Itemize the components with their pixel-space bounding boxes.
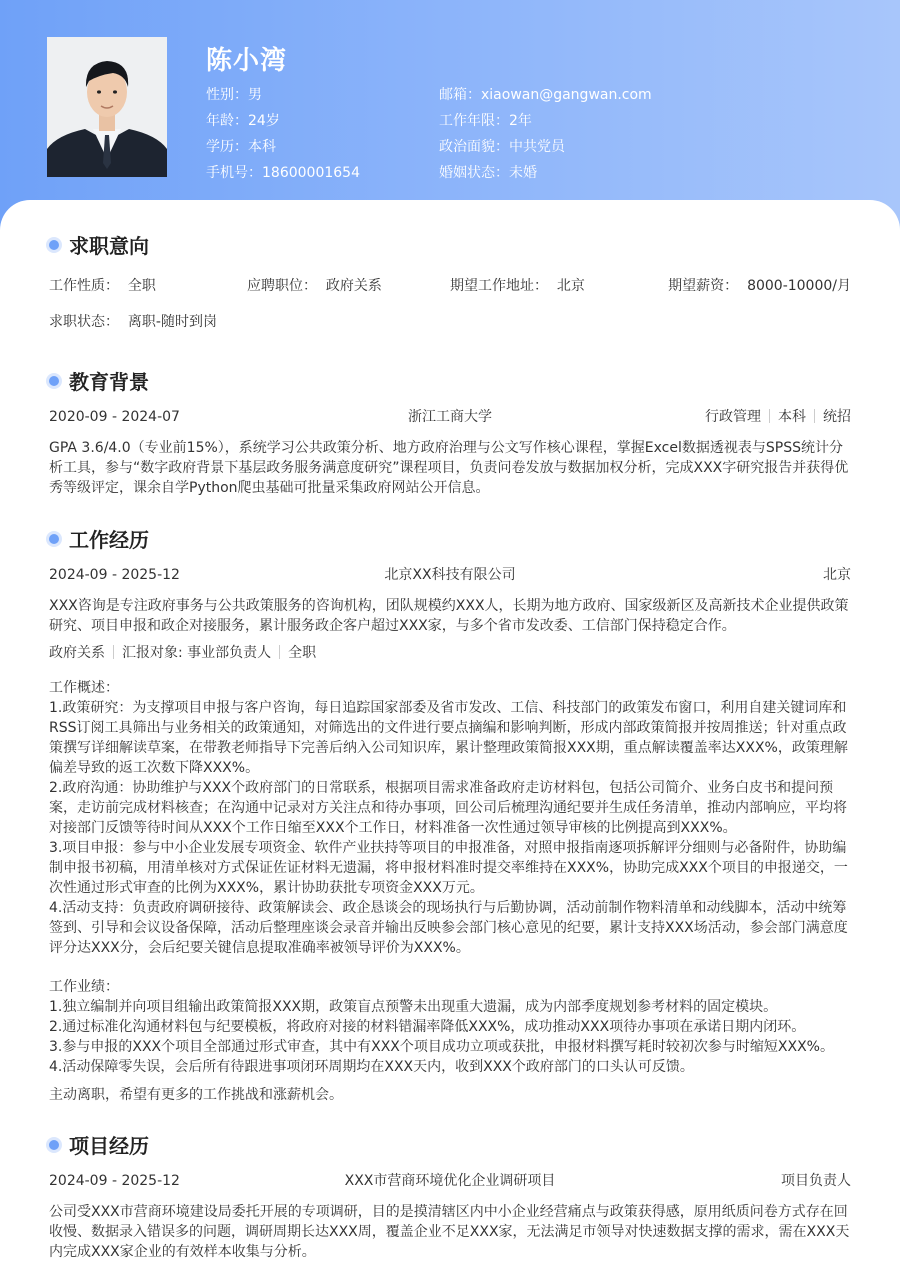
work-years-field: 工作年限：2年 xyxy=(439,113,532,129)
work-duty-item: 2.政府沟通：协助维护与XXX个政府部门的日常联系，根据项目需求准备政府走访材料包，包括公司简介、业务白皮书和提问预案，走访前完成材料核查；在沟通中记录对方关注点和待办事项，回公司后梳理沟通纪要并生成任务清单，推动内部响应，平均将对接部门反馈等待时间从XXX个工作日缩至XXX个工作日，材料准备一次性通过领导审核的比例提高到XXX%。 xyxy=(49,780,847,836)
intent-status: 求职状态： 离职-随时到岗 xyxy=(49,314,217,330)
work-result-label: 工作业绩： xyxy=(49,979,119,995)
work-period: 2024-09 - 2025-12 xyxy=(49,567,180,583)
section-title-work: 工作经历 xyxy=(47,524,149,553)
intent-salary: 期望薪资： 8000-10000/月 xyxy=(668,278,851,294)
intent-location: 期望工作地址： 北京 xyxy=(450,278,585,294)
education-description: GPA 3.6/4.0（专业前15%），系统学习公共政策分析、地方政府治理与公文写作核心课程，掌握Excel数据透视表与SPSS统计分析工具，参与“数字政府背景下基层政务服务满意度研究”课程项目，负责问卷发放与数据加权分析，完成XXX字研究报告并获得优秀等级评定，课余自学Python爬虫基础可批量采集政府网站公开信息。 xyxy=(49,440,849,496)
education-school: 浙江工商大学 xyxy=(408,409,492,425)
section-title-intent: 求职意向 xyxy=(47,230,149,259)
bullet-dot-icon xyxy=(49,534,59,544)
project-description: 公司受XXX市营商环境建设局委托开展的专项调研，目的是摸清辖区内中小企业经营痛点与政策获得感，原用纸质问卷方式存在回收慢、数据录入错误多的问题，调研周期长达XXX周，覆盖企业不足XXX家，无法满足市领导对快速数据支撑的需求，需在XXX天内完成XXX家企业的有效样本收集与分析。 xyxy=(49,1204,850,1260)
work-company: 北京XX科技有限公司 xyxy=(384,567,516,583)
work-duty-item: 3.项目申报：参与中小企业发展专项资金、软件产业扶持等项目的申报准备，对照申报指南逐项拆解评分细则与必备附件，协助编制申报书初稿，用清单核对方式保证佐证材料无遗漏，将申报材料准时提交率维持在XXX%，协助完成XXX个项目的申报递交，一次性通过形式审查的比例为XXX%，累计协助获批专项资金XXX万元。 xyxy=(49,840,848,896)
phone-field: 手机号：18600001654 xyxy=(206,165,360,181)
work-company-intro: XXX咨询是专注政府事务与公共政策服务的咨询机构，团队规模约XXX人，长期为地方政府、国家级新区及高新技术企业提供政策研究、项目申报和政企对接服务，累计服务政企客户超过XXX家，与多个省市发改委、工信部门保持稳定合作。 xyxy=(49,598,849,634)
work-duty-item: 4.活动支持：负责政府调研接待、政策解读会、政企恳谈会的现场执行与后勤协调，活动前制作物料清单和动线脚本，活动中统筹签到、引导和会议设备保障，活动后整理座谈会录音并输出反映参会部门核心意见的纪要，累计支持XXX场活动，参会部门满意度评分达XXX分，会后纪要关键信息提取准确率被领导评价为XXX%。 xyxy=(49,900,848,956)
bullet-dot-icon xyxy=(49,240,59,250)
candidate-name: 陈小湾 xyxy=(206,46,288,76)
work-result-item: 2.通过标准化沟通材料包与纪要模板，将政府对接的材料错漏率降低XXX%，成功推动XXX项待办事项在承诺日期内闭环。 xyxy=(49,1019,806,1035)
section-title-project: 项目经历 xyxy=(47,1130,149,1159)
political-status-field: 政治面貌：中共党员 xyxy=(439,139,565,155)
intent-position: 应聘职位： 政府关系 xyxy=(247,278,382,294)
work-result-item: 3.参与申报的XXX个项目全部通过形式审查，其中有XXX个项目成功立项或获批，申报材料撰写耗时较初次参与时缩短XXX%。 xyxy=(49,1039,834,1055)
email-field: 邮箱：xiaowan@gangwan.com xyxy=(439,87,652,103)
education-meta: 行政管理 本科 统招 xyxy=(705,409,851,425)
bullet-dot-icon xyxy=(49,376,59,386)
work-city: 北京 xyxy=(823,567,851,583)
age-field: 年龄：24岁 xyxy=(206,113,280,129)
project-period: 2024-09 - 2025-12 xyxy=(49,1173,180,1189)
work-result-item: 1.独立编制并向项目组输出政策简报XXX期，政策盲点预警未出现重大遗漏，成为内部季度规划参考材料的固定模块。 xyxy=(49,999,778,1015)
education-level-field: 学历：本科 xyxy=(206,139,276,155)
work-duty-item: 1.政策研究：为支撑项目申报与客户咨询，每日追踪国家部委及省市发改、工信、科技部门的政策发布窗口，利用自建关键词库和RSS订阅工具筛出与业务相关的政策通知，对筛选出的文件进行要点摘编和影响判断，形成内部政策简报并按周推送；针对重点政策撰写详细解读草案，在带教老师指导下完善后纳入公司知识库，累计整理政策简报XXX期，重点解读覆盖率达XXX%，政策理解偏差导致的返工次数下降XXX%。 xyxy=(49,700,848,776)
work-result-item: 4.活动保障零失误，会后所有待跟进事项闭环周期均在XXX天内，收到XXX个政府部门的口头认可反馈。 xyxy=(49,1059,694,1075)
work-tags: 政府关系 汇报对象: 事业部负责人 全职 xyxy=(49,645,317,661)
gender-field: 性别：男 xyxy=(206,87,262,103)
intent-job-type: 工作性质： 全职 xyxy=(49,278,156,294)
section-title-education: 教育背景 xyxy=(47,366,149,395)
avatar xyxy=(47,37,167,177)
education-period: 2020-09 - 2024-07 xyxy=(49,409,180,425)
project-name: XXX市营商环境优化企业调研项目 xyxy=(344,1173,556,1189)
marital-status-field: 婚姻状态：未婚 xyxy=(439,165,537,181)
work-overview-label: 工作概述： xyxy=(49,680,119,696)
bullet-dot-icon xyxy=(49,1140,59,1150)
project-role: 项目负责人 xyxy=(781,1173,851,1189)
portrait-image xyxy=(47,37,167,177)
work-leave-reason: 主动离职，希望有更多的工作挑战和涨薪机会。 xyxy=(49,1087,343,1103)
